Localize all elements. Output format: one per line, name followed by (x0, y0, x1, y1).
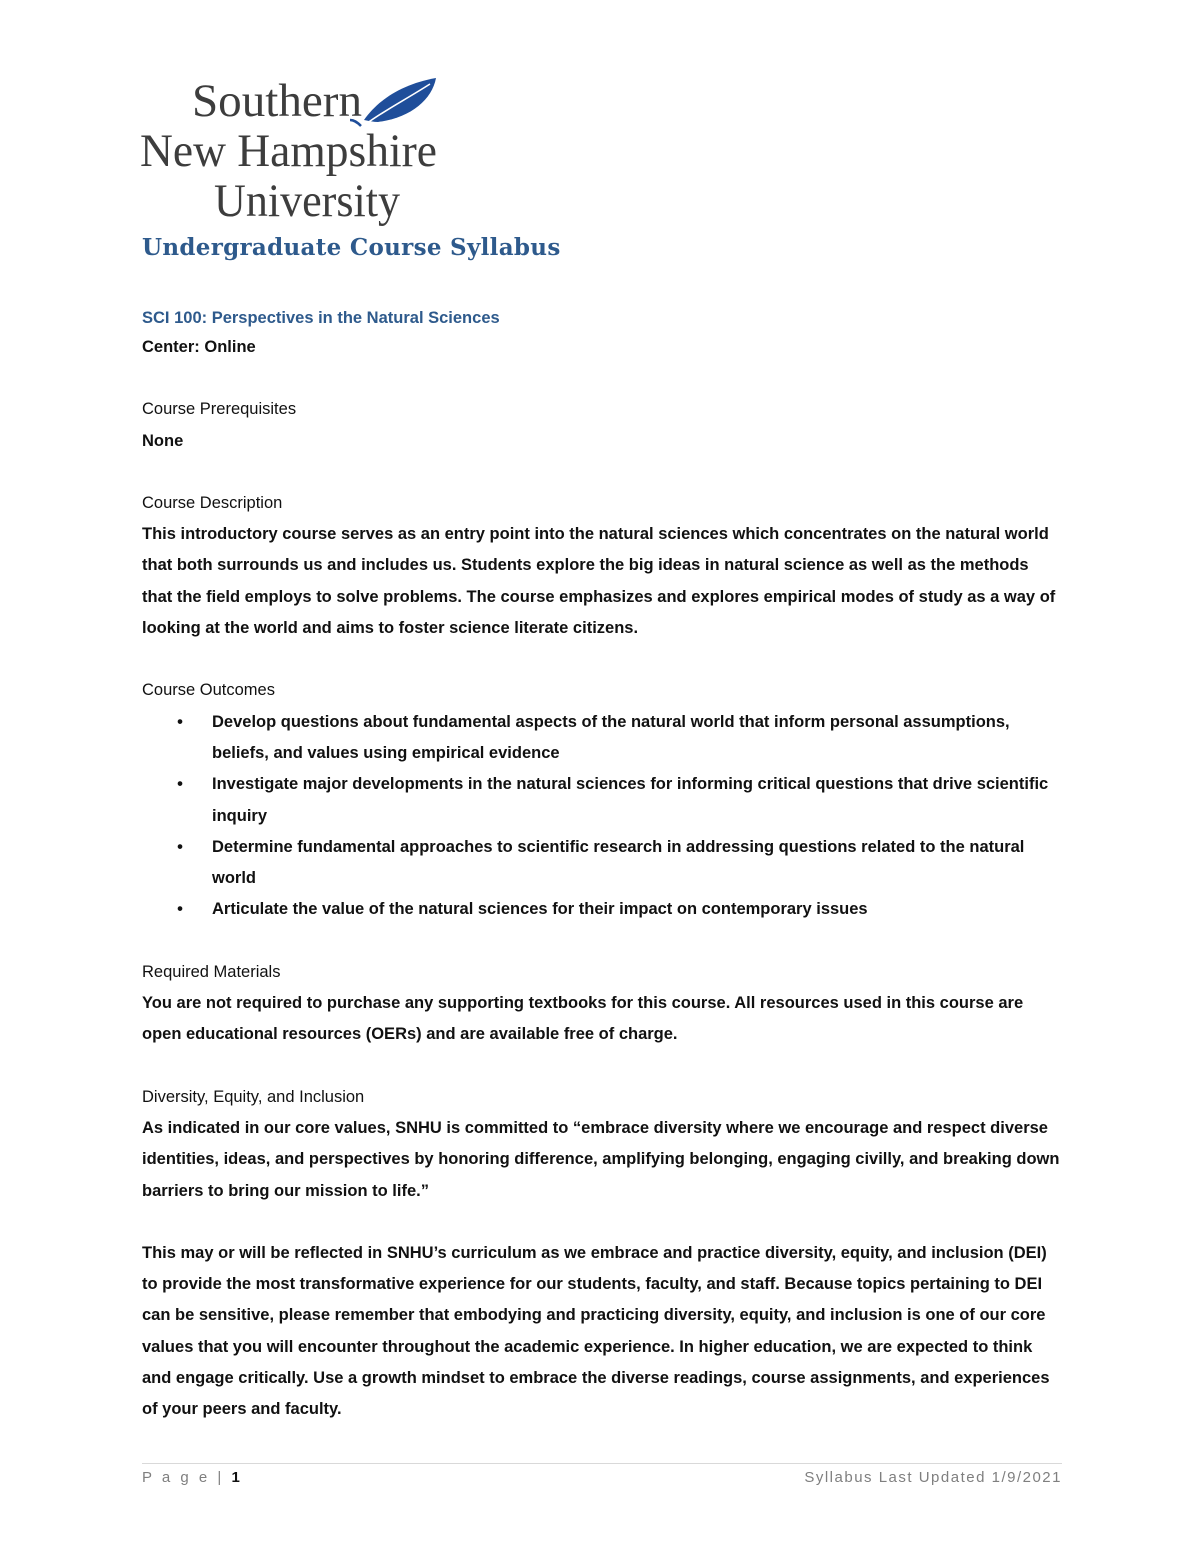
outcome-text: Determine fundamental approaches to scientific research in addressing questions related to the natural world (212, 837, 1025, 888)
list-item (142, 707, 1062, 770)
center-value: Online (204, 338, 256, 356)
syllabus-body (142, 228, 1062, 1426)
prerequisites-value: None (142, 431, 184, 450)
materials-section (142, 957, 1062, 1051)
bullet-icon: • (177, 900, 183, 919)
snhu-logo (140, 70, 450, 228)
list-item (142, 894, 1062, 925)
page-footer (142, 1463, 1062, 1486)
page-label: P a g e | (142, 1469, 225, 1486)
bullet-icon: • (177, 837, 183, 856)
description-heading: Course Description (142, 493, 283, 512)
dei-text-1: As indicated in our core values, SNHU is committed to “embrace diversity where we encourage and respect diverse identities, ideas, and perspectives by honoring difference, amplifying belonging, engaging civilly, and breaking down barriers to bring our mission to life.” (142, 1118, 1060, 1200)
center-line (142, 332, 1062, 363)
center-label: Center: (142, 338, 200, 356)
outcomes-section (142, 675, 1062, 925)
dei-section (142, 1082, 1062, 1426)
outcome-text: Articulate the value of the natural sciences for their impact on contemporary issues (212, 900, 868, 919)
bullet-icon: • (177, 712, 183, 731)
description-text: This introductory course serves as an entry point into the natural sciences which concentrates on the natural world that both surrounds us and includes us. Students explore the big ideas in natural science as well as the methods that the field employs to solve problems. The course emphasizes and explores empirical modes of study as a way of looking at the world and aims to foster science literate citizens. (142, 525, 1056, 638)
list-item (142, 832, 1062, 895)
logo-line-1: Southern (192, 75, 362, 127)
description-section (142, 488, 1062, 644)
last-updated: Syllabus Last Updated 1/9/2021 (804, 1469, 1062, 1486)
prerequisites-section (142, 394, 1062, 457)
materials-heading: Required Materials (142, 962, 281, 981)
logo-line-3: University (214, 175, 401, 227)
list-item (142, 769, 1062, 832)
outcome-text: Investigate major developments in the natural sciences for informing critical questions that drive scientific inquiry (212, 775, 1049, 825)
prerequisites-heading: Course Prerequisites (142, 400, 297, 419)
page-number (142, 1469, 243, 1486)
logo-line-2: New Hampshire (140, 125, 437, 177)
outcomes-heading: Course Outcomes (142, 681, 275, 700)
page-number-value: 1 (231, 1469, 243, 1486)
leaf-icon (350, 78, 436, 126)
dei-text-2: This may or will be reflected in SNHU’s curriculum as we embrace and practice diversity, equity, and inclusion (DEI) to provide the most transformative experience for our students, faculty, and staff. Because topics pertaining to DEI can be sensitive, please remember that embodying and practicing diversity, equity, and inclusion is one of our core values that you will encounter throughout the academic experience. In higher education, we are expected to think and engage critically. Use a growth mindset to embrace the diverse readings, course assignments, and experiences of your peers and faculty. (142, 1243, 1050, 1419)
course-code: SCI 100: Perspectives in the Natural Sciences (142, 309, 500, 327)
outcomes-list (142, 707, 1062, 926)
dei-heading: Diversity, Equity, and Inclusion (142, 1087, 365, 1106)
bullet-icon: • (177, 775, 183, 794)
outcome-text: Develop questions about fundamental aspects of the natural world that inform personal assumptions, beliefs, and values using empirical evidence (212, 712, 1010, 762)
page-title: Undergraduate Course Syllabus (142, 234, 561, 261)
materials-text: You are not required to purchase any supporting textbooks for this course. All resources used in this course are open educational resources (OERs) and are available free of charge. (142, 994, 1024, 1044)
